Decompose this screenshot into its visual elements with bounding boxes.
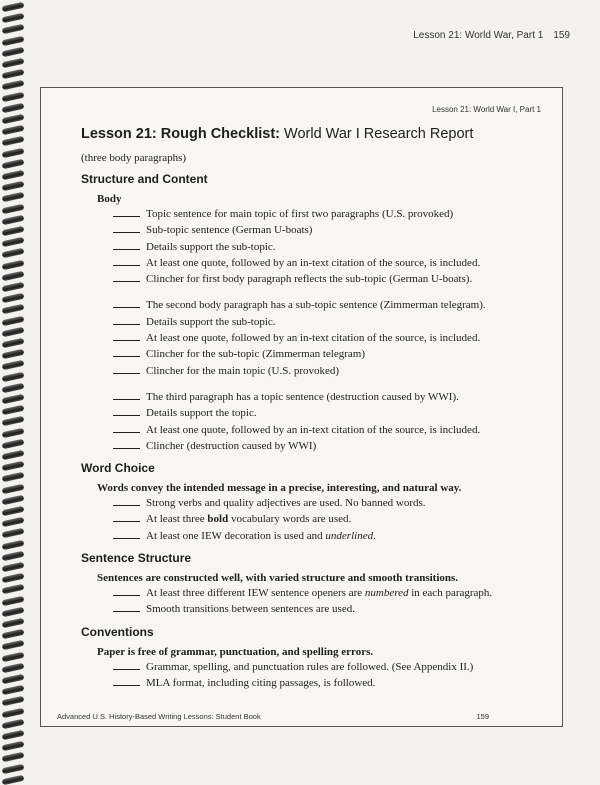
- spiral-ring: [2, 640, 25, 650]
- item-text: The third paragraph has a topic sentence (destruction caused by WWI).: [146, 390, 459, 403]
- paragraph-3-items: [81, 389, 547, 454]
- item-text: At least one quote, followed by an in-text citation of the source, is included.: [146, 332, 481, 345]
- checklist-item: [113, 438, 547, 454]
- spiral-ring: [2, 517, 25, 527]
- spiral-ring: [2, 91, 25, 101]
- checklist-item: [113, 601, 547, 617]
- checklist-item: [113, 330, 547, 346]
- item-text: MLA format, including citing passages, is followed.: [146, 676, 376, 689]
- page-title: [81, 125, 547, 143]
- check-blank[interactable]: [113, 422, 140, 433]
- subtitle: (three body paragraphs): [81, 152, 187, 164]
- check-blank[interactable]: [113, 222, 140, 233]
- spiral-ring: [2, 461, 25, 471]
- item-text: Smooth transitions between sentences are used.: [146, 603, 355, 616]
- check-blank[interactable]: [113, 255, 140, 266]
- checklist-item: [113, 585, 547, 601]
- spiral-ring: [2, 663, 25, 673]
- spiral-ring: [2, 685, 25, 695]
- check-blank[interactable]: [113, 363, 140, 374]
- check-blank[interactable]: [113, 659, 140, 670]
- spiral-ring: [2, 147, 25, 157]
- spiral-ring: [2, 651, 25, 661]
- spiral-ring: [2, 506, 25, 516]
- spiral-ring: [2, 607, 25, 617]
- spiral-ring: [2, 114, 25, 124]
- spiral-ring: [2, 170, 25, 180]
- spiral-ring: [2, 674, 25, 684]
- item-text: in each paragraph.: [408, 587, 493, 600]
- spiral-ring: [2, 405, 25, 415]
- footer-page-number: 159: [476, 712, 489, 721]
- running-head: [403, 30, 570, 41]
- checklist-item: [113, 255, 547, 271]
- spiral-ring: [2, 584, 25, 594]
- check-blank[interactable]: [113, 271, 140, 282]
- check-blank[interactable]: [113, 330, 140, 341]
- spiral-ring: [2, 349, 25, 359]
- spiral-ring: [2, 439, 25, 449]
- check-blank[interactable]: [113, 314, 140, 325]
- inner-head: Lesson 21: World War I, Part 1: [432, 105, 541, 114]
- paragraph-1-items: [81, 206, 547, 287]
- spiral-ring: [2, 416, 25, 426]
- spiral-ring: [2, 181, 25, 191]
- page-footer: [57, 712, 489, 721]
- checklist-item: [113, 495, 547, 511]
- item-text: Sub-topic sentence (German U-boats): [146, 224, 313, 237]
- spiral-ring: [2, 13, 25, 23]
- spiral-ring: [2, 775, 25, 785]
- item-text: vocabulary words are used.: [228, 513, 352, 526]
- check-blank[interactable]: [113, 511, 140, 522]
- section-heading-sentence-structure: Sentence Structure: [81, 551, 192, 566]
- title-bold: Lesson 21: Rough Checklist:: [81, 126, 281, 142]
- checklist-item: [113, 389, 547, 405]
- spiral-ring: [2, 35, 25, 45]
- spiral-ring: [2, 495, 25, 505]
- spiral-ring: [2, 696, 25, 706]
- check-blank[interactable]: [113, 495, 140, 506]
- title-rest: World War I Research Report: [280, 126, 474, 142]
- item-text-italic: numbered: [364, 587, 409, 600]
- spiral-ring: [2, 103, 25, 113]
- subheading-conventions: Paper is free of grammar, punctuation, and spelling errors.: [97, 645, 374, 658]
- subheading-body: Body: [97, 193, 122, 205]
- item-text-italic: underlined: [325, 529, 374, 542]
- spiral-ring: [2, 752, 25, 762]
- spiral-ring: [2, 719, 25, 729]
- checklist-item: [113, 346, 547, 362]
- spiral-ring: [2, 125, 25, 135]
- spiral-ring: [2, 58, 25, 68]
- spiral-ring: [2, 573, 25, 583]
- item-text: Details support the sub-topic.: [146, 315, 276, 328]
- spiral-ring: [2, 80, 25, 90]
- item-text: Grammar, spelling, and punctuation rules are followed. (See Appendix II.): [146, 660, 474, 673]
- checklist-item: [113, 422, 547, 438]
- spiral-ring: [2, 248, 25, 258]
- checklist-content: [81, 125, 547, 691]
- item-text: At least three different IEW sentence openers are: [146, 587, 365, 600]
- spiral-ring: [2, 383, 25, 393]
- spiral-ring: [2, 763, 25, 773]
- subheading-word-choice: Words convey the intended message in a precise, interesting, and natural way.: [97, 482, 462, 495]
- spiral-ring: [2, 136, 25, 146]
- checklist-item: [113, 271, 547, 287]
- check-blank[interactable]: [113, 601, 140, 612]
- spiral-ring: [2, 215, 25, 225]
- spiral-ring: [2, 237, 25, 247]
- checklist-item: [113, 405, 547, 421]
- spiral-ring: [2, 629, 25, 639]
- item-text: Clincher for the main topic (U.S. provoked): [146, 364, 340, 377]
- spiral-ring: [2, 472, 25, 482]
- checklist-item: [113, 511, 547, 527]
- item-text: Strong verbs and quality adjectives are used. No banned words.: [146, 497, 426, 510]
- item-text-bold: bold: [207, 513, 229, 526]
- spiral-ring: [2, 427, 25, 437]
- spiral-ring: [2, 595, 25, 605]
- spiral-ring: [2, 271, 25, 281]
- spiral-ring: [2, 159, 25, 169]
- check-blank[interactable]: [113, 438, 140, 449]
- spiral-ring: [2, 360, 25, 370]
- running-head-title: Lesson 21: World War, Part 1: [413, 30, 544, 41]
- spiral-ring: [2, 618, 25, 628]
- spiral-ring: [2, 528, 25, 538]
- spiral-ring: [2, 203, 25, 213]
- checklist-item: [113, 659, 547, 675]
- spiral-ring: [2, 707, 25, 717]
- spiral-ring: [2, 562, 25, 572]
- spiral-ring: [2, 192, 25, 202]
- spiral-ring: [2, 741, 25, 751]
- spiral-ring: [2, 259, 25, 269]
- spiral-ring: [2, 304, 25, 314]
- item-text: At least one IEW decoration is used and: [146, 529, 326, 542]
- check-blank[interactable]: [113, 206, 140, 217]
- check-blank[interactable]: [113, 239, 140, 250]
- check-blank[interactable]: [113, 389, 140, 400]
- check-blank[interactable]: [113, 675, 140, 686]
- spiral-ring: [2, 226, 25, 236]
- check-blank[interactable]: [113, 585, 140, 596]
- section-heading-structure: Structure and Content: [81, 172, 208, 186]
- spiral-ring: [2, 730, 25, 740]
- spiral-ring: [2, 539, 25, 549]
- spiral-ring: [2, 315, 25, 325]
- check-blank[interactable]: [113, 297, 140, 308]
- item-text: At least one quote, followed by an in-text citation of the source, is included.: [146, 423, 481, 436]
- checklist-item: [113, 239, 547, 255]
- checklist-item: [113, 297, 547, 313]
- item-text: Clincher for first body paragraph reflects the sub-topic (German U-boats).: [146, 273, 473, 286]
- item-text: The second body paragraph has a sub-topic sentence (Zimmerman telegram).: [146, 299, 486, 312]
- running-head-page: 159: [553, 30, 570, 41]
- spiral-ring: [2, 450, 25, 460]
- spacer: [81, 379, 547, 389]
- spiral-ring: [2, 327, 25, 337]
- item-text: At least three: [146, 513, 208, 526]
- check-blank[interactable]: [113, 405, 140, 416]
- item-text: At least one quote, followed by an in-text citation of the source, is included.: [146, 256, 481, 269]
- spiral-ring: [2, 338, 25, 348]
- checklist-item: [113, 363, 547, 379]
- checklist-item: [113, 675, 547, 691]
- spiral-ring: [2, 551, 25, 561]
- spiral-ring: [2, 2, 25, 12]
- check-blank[interactable]: [113, 346, 140, 357]
- item-text: Details support the sub-topic.: [146, 240, 276, 253]
- item-text: Clincher for the sub-topic (Zimmerman telegram): [146, 348, 366, 361]
- spiral-ring: [2, 394, 25, 404]
- spiral-ring: [2, 69, 25, 79]
- checklist-item: [113, 528, 547, 544]
- check-blank[interactable]: [113, 528, 140, 539]
- section-heading-word-choice: Word Choice: [81, 461, 155, 476]
- checklist-frame: [40, 87, 563, 727]
- spacer: [81, 287, 547, 297]
- item-text: Details support the topic.: [146, 407, 257, 420]
- spiral-ring: [2, 483, 25, 493]
- spiral-binding: [0, 0, 30, 778]
- spiral-ring: [2, 282, 25, 292]
- item-text: .: [373, 529, 376, 542]
- subheading-sentence-structure: Sentences are constructed well, with varied structure and smooth transitions.: [97, 572, 459, 585]
- checklist-item: [113, 206, 547, 222]
- item-text: Clincher (destruction caused by WWI): [146, 439, 317, 452]
- paragraph-2-items: [81, 297, 547, 378]
- spiral-ring: [2, 371, 25, 381]
- spiral-ring: [2, 47, 25, 57]
- spiral-ring: [2, 293, 25, 303]
- spiral-ring: [2, 24, 25, 34]
- item-text: Topic sentence for main topic of first two paragraphs (U.S. provoked): [146, 208, 454, 220]
- checklist-item: [113, 314, 547, 330]
- checklist-item: [113, 222, 547, 238]
- footer-book-title: Advanced U.S. History-Based Writing Lessons: Student Book: [57, 712, 261, 721]
- section-heading-conventions: Conventions: [81, 624, 154, 639]
